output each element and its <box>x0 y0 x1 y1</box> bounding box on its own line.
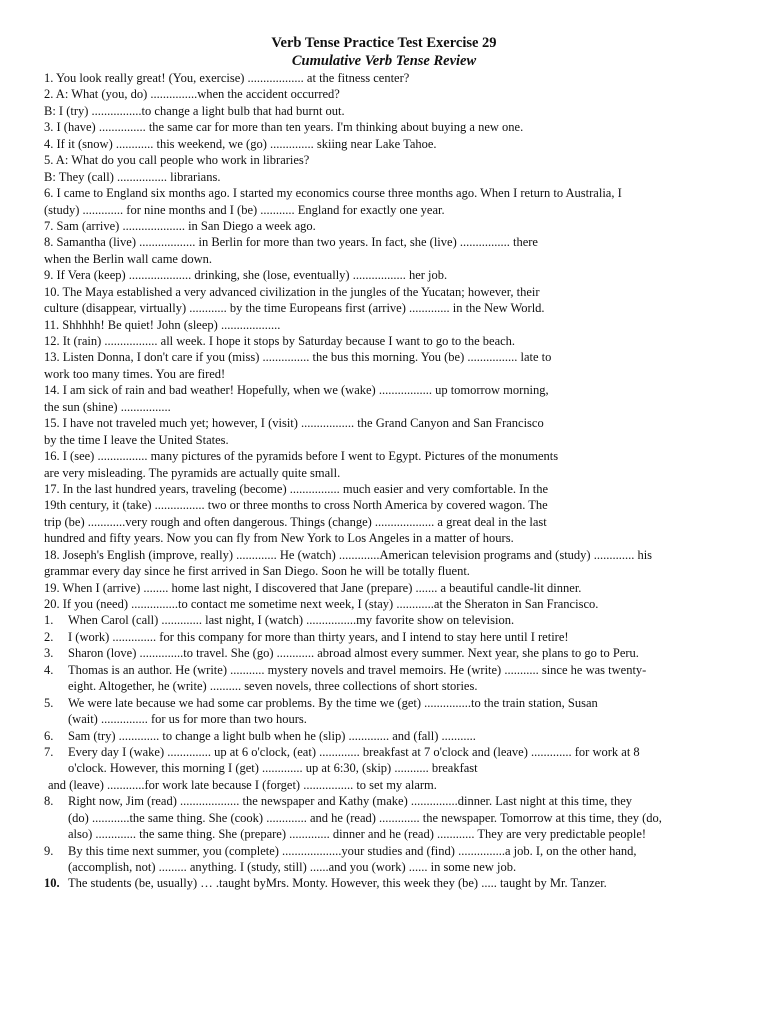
exercise-body <box>44 70 744 892</box>
exercise-line: culture (disappear, virtually) ............ by the time Europeans first (arrive) ............. in the New World. <box>44 301 545 316</box>
item-continuation: also) ............. the same thing. She (prepare) ............. dinner and he (read) ............ They are very predictable people! <box>68 827 647 842</box>
exercise-line: 19th century, it (take) ................ two or three months to cross North America by covered wagon. The <box>44 498 548 513</box>
exercise-line: are very misleading. The pyramids are actually quite small. <box>44 465 341 480</box>
item-text: Sam (try) ............. to change a light bulb when he (slip) ............. and (fall) ........... <box>68 728 476 743</box>
exercise-line: the sun (shine) ................ <box>44 399 171 414</box>
page-title: Verb Tense Practice Test Exercise 29 <box>271 35 497 51</box>
exercise-line: 18. Joseph's English (improve, really) ............. He (watch) .............American television programs and (study) ............. his <box>44 547 653 562</box>
exercise-line: 13. Listen Donna, I don't care if you (miss) ............... the bus this morning. You (be) ................ late to <box>44 350 552 365</box>
item-text: Every day I (wake) .............. up at 6 o'clock, (eat) ............. breakfast at 7 o'clock and (leave) ............. for work at 8 <box>68 744 640 759</box>
exercise-line: B: They (call) ................ librarians. <box>44 169 221 184</box>
item-continuation: (accomplish, not) ......... anything. I (study, still) ......and you (work) ...... in some new job. <box>68 860 517 874</box>
exercise-line: 10. The Maya established a very advanced civilization in the jungles of the Yucatan; however, their <box>44 284 540 299</box>
item-number: 7. <box>44 744 54 759</box>
item-text: Right now, Jim (read) ................... the newspaper and Kathy (make) ...............dinner. Last night at this time, they <box>68 794 633 809</box>
numbered-item <box>44 645 744 661</box>
item-continuation: and (leave) ............for work late because I (forget) ................ to set my alarm. <box>48 777 437 792</box>
item-text: We were late because we had some car problems. By the time we (get) ...............to the train station, Susan <box>68 695 598 710</box>
exercise-line: 4. If it (snow) ............ this weekend, we (go) .............. skiing near Lake Tahoe. <box>44 136 437 151</box>
item-text: I (work) .............. for this company for more than thirty years, and I intend to stay here until I retire! <box>68 629 569 644</box>
exercise-line: 2. A: What (you, do) ...............when the accident occurred? <box>44 87 340 102</box>
item-number: 9. <box>44 843 54 858</box>
exercise-line: hundred and fifty years. Now you can fly from New York to Los Angeles in a matter of hours. <box>44 531 514 546</box>
item-continuation: (do) ............the same thing. She (cook) ............. and he (read) ............. the newspaper. Tomorrow at this time, they (do, <box>68 810 662 825</box>
exercise-line: (study) ............. for nine months and I (be) ........... England for exactly one year. <box>44 202 445 217</box>
exercise-line: 6. I came to England six months ago. I started my economics course three months ago. When I return to Australia, I <box>44 186 622 201</box>
numbered-item <box>44 793 744 809</box>
item-text: When Carol (call) ............. last night, I (watch) ................my favorite show on television. <box>68 613 515 628</box>
numbered-item <box>44 728 744 744</box>
item-number: 3. <box>44 646 54 661</box>
exercise-line: grammar every day since he first arrived in San Diego. Soon he will be totally fluent. <box>44 564 470 579</box>
item-number: 2. <box>44 629 54 644</box>
exercise-line: 20. If you (need) ...............to contact me sometime next week, I (stay) ............at the Sheraton in San Francisco. <box>44 597 599 611</box>
numbered-item <box>44 695 744 711</box>
page-subtitle: Cumulative Verb Tense Review <box>291 53 477 69</box>
exercise-line: 7. Sam (arrive) .................... in San Diego a week ago. <box>44 218 316 233</box>
item-text: Sharon (love) ..............to travel. She (go) ............ abroad almost every summer. Next year, she plans to go to Peru. <box>68 646 639 661</box>
item-text: The students (be, usually) … .taught byMrs. Monty. However, this week they (be) ..... taught by Mr. Tanzer. <box>68 876 607 891</box>
exercise-line: by the time I leave the United States. <box>44 432 229 447</box>
exercise-line: 9. If Vera (keep) .................... drinking, she (lose, eventually) ................. her job. <box>44 268 448 283</box>
numbered-item <box>44 744 744 760</box>
item-continuation: o'clock. However, this morning I (get) ............. up at 6:30, (skip) ........... breakfast <box>68 761 478 776</box>
exercise-line: when the Berlin wall came down. <box>44 251 213 266</box>
item-text: By this time next summer, you (complete) ...................your studies and (find) ...............a job. I, on the other hand, <box>68 843 637 858</box>
item-number: 6. <box>44 728 54 743</box>
exercise-line: 19. When I (arrive) ........ home last night, I discovered that Jane (prepare) ....... a beautiful candle-lit dinner. <box>44 580 582 595</box>
numbered-item <box>44 629 744 645</box>
numbered-item <box>44 875 744 891</box>
exercise-line: 8. Samantha (live) .................. in Berlin for more than two years. In fact, she (live) ................ there <box>44 235 538 250</box>
item-number: 5. <box>44 695 54 710</box>
item-number: 1. <box>44 613 54 628</box>
exercise-line: 11. Shhhhh! Be quiet! John (sleep) ................... <box>44 317 281 332</box>
item-number: 10. <box>44 876 60 891</box>
exercise-line: 14. I am sick of rain and bad weather! Hopefully, when we (wake) ................. up tomorrow morning, <box>44 383 549 398</box>
exercise-line: 17. In the last hundred years, traveling (become) ................ much easier and very comfortable. In the <box>44 481 548 496</box>
exercise-line: trip (be) ............very rough and often dangerous. Things (change) ................... a great deal in the last <box>44 514 547 529</box>
exercise-line: 16. I (see) ................ many pictures of the pyramids before I went to Egypt. Pictures of the monuments <box>44 449 559 464</box>
exercise-line: 12. It (rain) ................. all week. I hope it stops by Saturday because I want to go to the beach. <box>44 334 516 348</box>
item-continuation: (wait) ............... for us for more than two hours. <box>68 712 307 727</box>
numbered-item <box>44 612 744 628</box>
item-text: Thomas is an author. He (write) ........... mystery novels and travel memoirs. He (write) ........... since he was twenty- <box>68 662 647 677</box>
exercise-line: work too many times. You are fired! <box>44 366 226 381</box>
item-continuation: eight. Altogether, he (write) .......... seven novels, three collections of short stories. <box>68 679 478 694</box>
item-number: 8. <box>44 794 54 809</box>
numbered-item <box>44 843 744 859</box>
item-number: 4. <box>44 662 54 677</box>
exercise-line: B: I (try) ................to change a light bulb that had burnt out. <box>44 103 345 118</box>
numbered-item <box>44 662 744 678</box>
exercise-line: 3. I (have) ............... the same car for more than ten years. I'm thinking about buying a new one. <box>44 120 524 135</box>
exercise-line: 5. A: What do you call people who work in libraries? <box>44 153 310 168</box>
exercise-line: 15. I have not traveled much yet; however, I (visit) ................. the Grand Canyon and San Francisco <box>44 416 544 431</box>
exercise-line: 1. You look really great! (You, exercise) .................. at the fitness center? <box>44 71 410 85</box>
